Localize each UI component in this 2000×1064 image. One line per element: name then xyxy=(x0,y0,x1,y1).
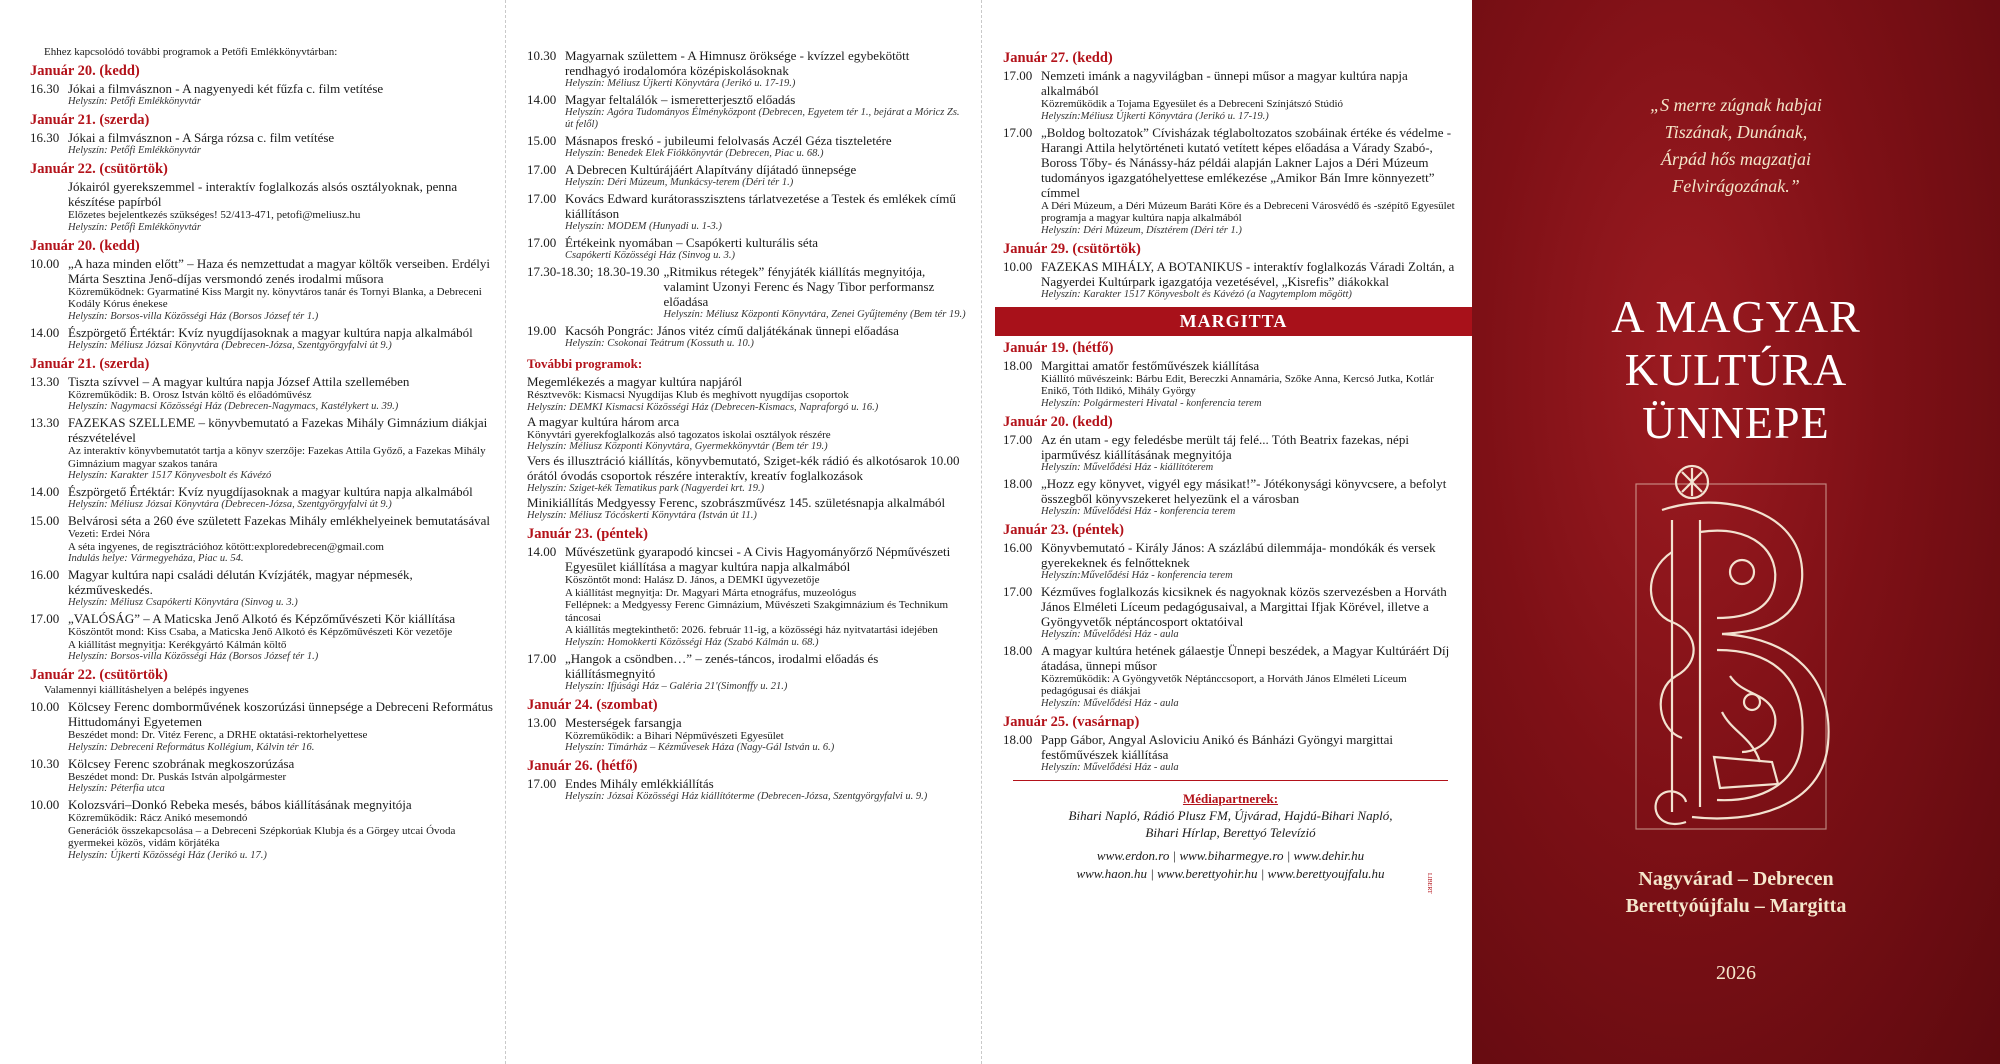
event-title: Művészetünk gyarapodó kincsei - A Civis Hagyományőrző Népművészeti Egyesület kiállítása a magyar kultúra napja alkalmából xyxy=(565,544,951,574)
event-detail: Közreműködnek: Gyarmatiné Kiss Margit ny. könyvtáros tanár és Tornyi Blanka, a Debreceni Kodály Kórus énekese xyxy=(68,285,482,310)
more-program-title: Megemlékezés a magyar kultúra napjáról xyxy=(527,374,743,389)
event-location: Helyszín: Művelődési Ház - konferencia terem xyxy=(1041,505,1236,517)
more-program-location: Helyszín: Méliusz Központi Könyvtára, Gyermekkönyvtár (Bem tér 19.) xyxy=(527,441,828,452)
event-detail: Vezeti: Erdei Nóra xyxy=(68,528,150,540)
event-body xyxy=(565,651,967,693)
event-detail: Az interaktív könyvbemutatót tartja a könyv szerzője: Fazekas Attila Győző, a Fazekas Mihály Gimnázium magyar szakos tanára xyxy=(68,445,486,470)
event-title: „Ritmikus rétegek” fényjáték kiállítás megnyitója, valamint Uzonyi Ferenc és Nagy Tibor performansz előadása xyxy=(663,264,935,309)
event-body xyxy=(565,235,967,262)
event-detail: Közreműködik a Tojama Egyesület és a Debreceni Színjátszó Stúdió xyxy=(1041,98,1344,110)
day-note: Valamennyi kiállításhelyen a belépés ingyenes xyxy=(44,684,249,696)
event-title: „VALÓSÁG” – A Maticska Jenő Alkotó és Képzőművészeti Kör kiállítása xyxy=(68,611,456,626)
event-time: 18.00 xyxy=(1003,731,1033,747)
day-heading: Január 22. (csütörtök) xyxy=(30,667,168,683)
day-heading: Január 20. (kedd) xyxy=(30,63,140,79)
event-detail: Közreműködik: B. Orosz István költő és előadóművész xyxy=(68,388,312,401)
event-body xyxy=(1041,643,1458,710)
event-body xyxy=(565,323,967,350)
intro-text: Ehhez kapcsolódó további programok a Petőfi Emlékkönyvtárban: xyxy=(44,46,338,58)
event-location: Helyszín: Debreceni Református Kollégium, Kálvin tér 16. xyxy=(68,741,315,753)
event-time: 17.00 xyxy=(1003,583,1033,599)
event-item xyxy=(30,130,495,157)
event-location: Helyszín: Petőfi Emlékkönyvtár xyxy=(68,96,201,107)
event-title: Az én utam - egy feledésbe merült táj felé... Tóth Beatrix fazekas, népi iparművész kiállításának megnyitója xyxy=(1041,431,1409,462)
event-location: Helyszín: Déri Múzeum, Munkácsy-terem (Déri tér 1.) xyxy=(565,177,794,188)
event-title: Másnapos freskó - jubileumi felolvasás Aczél Géza tiszteletére xyxy=(565,133,892,148)
middle-top-events xyxy=(527,48,967,350)
event-title: Észpörgető Értéktár: Kvíz nyugdíjasoknak a magyar kultúra napja alkalmából xyxy=(68,484,473,499)
event-item xyxy=(30,797,495,862)
event-time: 10.00 xyxy=(30,255,60,271)
website-line[interactable]: www.erdon.ro | www.biharmegye.ro | www.dehir.hu xyxy=(1096,847,1365,863)
more-program-item xyxy=(527,453,967,495)
event-body xyxy=(565,544,967,649)
event-location: Helyszín: Petőfi Emlékkönyvtár xyxy=(68,221,201,233)
event-detail: Kiállító művészeink: Bárbu Edit, Bereczki Annamária, Szőke Anna, Kercsó Jutka, Kotlár Enikő, Tóth Ildikó, Mihály György xyxy=(1041,372,1434,397)
event-body xyxy=(1041,732,1458,774)
event-detail: A kiállítás megtekinthető: 2026. február 11-ig, a közösségi ház nyitvatartási idejében xyxy=(565,624,938,636)
event-body xyxy=(68,797,495,862)
cover-title xyxy=(1472,290,2000,449)
more-program-title: Minikiállítás Medgyessy Ferenc, szobrászművész 145. születésnapja alkalmából xyxy=(527,495,946,510)
event-body xyxy=(68,179,495,234)
cities-line: Nagyvárad – Debrecen xyxy=(1638,868,1834,890)
cover-panel xyxy=(1472,0,2000,1064)
event-title: Nemzeti imánk a nagyvilágban - ünnepi műsor a magyar kultúra napja alkalmából xyxy=(1041,68,1408,98)
margitta-program-list xyxy=(1003,340,1458,774)
event-detail: A séta ingyenes, de regisztrációhoz kötött:exploredebrecen@gmail.com xyxy=(68,540,384,553)
event-body xyxy=(68,567,495,609)
event-body xyxy=(68,513,495,565)
event-item xyxy=(1003,732,1458,774)
event-body xyxy=(1041,259,1458,301)
event-item xyxy=(527,162,967,189)
event-time: 17.00 xyxy=(30,611,60,626)
event-time: 18.00 xyxy=(1003,475,1033,491)
more-program-detail: Könyvtári gyerekfoglalkozás alsó tagozatos iskolai osztályok részére xyxy=(527,428,831,441)
event-location: Helyszín: Művelődési Ház - aula xyxy=(1041,697,1179,709)
event-title: Jókai a filmvásznon - A Sárga rózsa c. film vetítése xyxy=(68,130,335,145)
event-item xyxy=(1003,540,1458,582)
title-line: A MAGYAR xyxy=(1611,291,1861,342)
more-program-title: A magyar kultúra három arca xyxy=(527,413,680,429)
event-body xyxy=(68,415,495,482)
column-middle xyxy=(505,0,981,1064)
left-program-list xyxy=(30,63,495,862)
day-heading: Január 19. (hétfő) xyxy=(1003,339,1114,356)
event-time: 16.30 xyxy=(30,130,60,145)
event-detail: Közreműködik: a Bihari Népművészeti Egyesület xyxy=(565,729,784,742)
event-title: Kölcsey Ferenc domborművének koszorúzási ünnepsége a Debreceni Református Hittudományi Egyetemen xyxy=(68,699,493,729)
event-location: Csapókerti Közösségi Ház (Sinvog u. 3.) xyxy=(565,250,736,261)
event-detail: Előzetes bejelentkezés szükséges! 52/413-471, petofi@meliusz.hu xyxy=(68,209,361,221)
margitta-banner: MARGITTA xyxy=(995,307,1472,336)
right-program-list xyxy=(1003,50,1458,301)
event-item xyxy=(1003,643,1458,710)
event-title: A magyar kultúra hetének gálaestje Ünnepi beszédek, a Magyar Kultúráért Díj átadása, ünnepi műsor xyxy=(1041,642,1450,673)
event-item xyxy=(527,776,967,803)
divider-line xyxy=(1013,780,1448,781)
event-body xyxy=(68,374,495,414)
event-body xyxy=(1041,540,1458,582)
event-title: Magyar kultúra napi családi délután Kvízjáték, magyar népmesék, kézműveskedés. xyxy=(68,567,413,597)
event-location: Helyszín: Újkerti Közösségi Ház (Jerikó u. 17.) xyxy=(68,849,267,861)
event-title: Kölcsey Ferenc szobrának megkoszorúzása xyxy=(68,755,295,771)
event-time: 10.00 xyxy=(30,699,60,714)
event-time xyxy=(30,179,68,234)
quote-line: „S merre zúgnak habjai xyxy=(1650,95,1822,115)
event-item xyxy=(527,191,967,233)
ornamental-initial-b-icon xyxy=(1602,462,1852,842)
event-body xyxy=(1041,584,1458,641)
event-detail: Köszöntőt mond: Kiss Csaba, a Maticska Jenő Alkotó és Képzőművészeti Kör vezetője xyxy=(68,626,453,638)
event-time: 17.00 xyxy=(1003,124,1033,140)
event-body xyxy=(565,776,967,803)
event-time: 16.00 xyxy=(1003,539,1033,555)
event-body xyxy=(565,92,967,131)
event-detail: A kiállítást megnyitja: Dr. Magyari Márta etnográfus, muzeológus xyxy=(565,586,857,599)
event-time: 13.30 xyxy=(30,415,60,430)
event-body xyxy=(68,130,495,157)
event-title: Margittai amatőr festőművészek kiállítása xyxy=(1041,357,1260,373)
event-body xyxy=(565,191,967,233)
event-time: 17.00 xyxy=(527,650,557,666)
event-location: Helyszín: Polgármesteri Hivatal - konferencia terem xyxy=(1041,397,1262,409)
event-item xyxy=(527,48,967,90)
event-body xyxy=(68,81,495,108)
day-heading: Január 25. (vasárnap) xyxy=(1003,713,1140,730)
printer-logo: LIBERT xyxy=(1426,873,1432,894)
event-body xyxy=(565,162,967,189)
event-time: 10.00 xyxy=(30,797,60,812)
event-location: Helyszín: Petőfi Emlékkönyvtár xyxy=(68,145,201,156)
event-time: 16.30 xyxy=(30,81,60,96)
event-location: Helyszín: Nagymacsi Közösségi Ház (Debrecen-Nagymacs, Kastélykert u. 39.) xyxy=(68,401,399,412)
event-location: Helyszín: Méliusz Józsai Könyvtára (Debrecen-Józsa, Szentgyörgyfalvi út 9.) xyxy=(68,339,392,351)
event-item xyxy=(1003,584,1458,641)
event-location: Helyszín: Agóra Tudományos Élményközpont (Debrecen, Egyetem tér 1., bejárat a Móricz Zs. út felől) xyxy=(565,107,960,130)
event-item xyxy=(527,323,967,350)
more-program-item xyxy=(527,414,967,454)
event-location: Helyszín: Művelődési Ház - aula xyxy=(1041,628,1179,640)
event-item xyxy=(527,544,967,649)
event-item xyxy=(30,513,495,565)
event-time: 15.00 xyxy=(527,133,557,148)
day-heading: Január 20. (kedd) xyxy=(1003,413,1113,430)
event-time: 19.00 xyxy=(527,323,557,338)
website-list xyxy=(1003,847,1458,883)
event-item xyxy=(527,92,967,131)
event-title: Mesterségek farsangja xyxy=(565,714,682,730)
event-title: „Hangok a csöndben…” – zenés-táncos, irodalmi előadás és kiállításmegnyitó xyxy=(565,650,879,681)
event-time: 17.00 xyxy=(527,235,557,250)
event-time: 15.00 xyxy=(30,513,60,528)
website-line[interactable]: www.haon.hu | www.berettyohir.hu | www.berettyoujfalu.hu xyxy=(1076,865,1385,881)
event-body xyxy=(68,325,495,352)
day-heading: Január 27. (kedd) xyxy=(1003,50,1113,66)
event-item xyxy=(30,567,495,609)
event-body xyxy=(1041,476,1458,518)
event-item xyxy=(30,756,495,796)
event-title: Kézműves foglalkozás kicsiknek és nagyoknak közös szervezésben a Horváth János Elméleti Líceum pedagógusaival, a Margittai Ifjak Körével, illetve a Gyöngyvetők néptáncosport oktatóival xyxy=(1041,583,1447,629)
event-time: 14.00 xyxy=(527,92,557,107)
event-body xyxy=(1041,125,1458,237)
more-programs-heading: További programok: xyxy=(527,356,643,371)
event-title: „Hozz egy könyvet, vigyél egy másikat!”- Jótékonysági könyvcsere, a befolyt összegből könyvszekeret helyezünk el a városban xyxy=(1041,475,1447,506)
event-title: Kacsóh Pongrác: János vitéz című daljátékának ünnepi előadása xyxy=(565,323,899,338)
event-title: „Boldog boltozatok” Cívisházak téglaboltozatos szobáinak értéke és védelme - Harangi Attila helytörténeti kutató vetített képes előadása a Várady Szabó-, Boross Tőby- és Nánássy-ház példái alapján Lakner Lajos a Déri Múzeum tudományos igazgatóhelyettese emlékezése „Amikor Bán Imre könnyezett” címmel xyxy=(1041,124,1452,200)
event-location: Helyszín:Méliusz Újkerti Könyvtára (Jerikó u. 17-19.) xyxy=(1041,110,1269,122)
day-heading: Január 20. (kedd) xyxy=(30,237,140,254)
event-location: Helyszín: Méliusz Központi Könyvtára, Zenei Gyűjtemény (Bem tér 19.) xyxy=(663,309,966,320)
event-body xyxy=(68,484,495,511)
event-time: 10.30 xyxy=(527,48,557,63)
cities-line: Berettyóújfalu – Margitta xyxy=(1625,895,1847,917)
event-location: Helyszín: Borsos-villa Közösségi Ház (Borsos József tér 1.) xyxy=(68,651,319,662)
event-time: 18.00 xyxy=(1003,642,1033,658)
column-right xyxy=(981,0,1472,1064)
media-partners-heading: Médiapartnerek: xyxy=(1182,790,1279,806)
column-left xyxy=(0,0,505,1064)
event-item xyxy=(1003,476,1458,518)
event-location: Helyszín: Józsai Közösségi Ház kiállítóterme (Debrecen-Józsa, Szentgyörgyfalvi u. 9.) xyxy=(565,791,928,802)
event-item xyxy=(30,415,495,482)
day-heading: Január 24. (szombat) xyxy=(527,696,658,713)
event-time: 13.00 xyxy=(527,714,557,730)
event-title: Tiszta szívvel – A magyar kultúra napja József Attila szellemében xyxy=(68,373,410,389)
cover-quote xyxy=(1472,92,2000,200)
event-item xyxy=(30,256,495,323)
event-item xyxy=(527,715,967,755)
event-time: 10.00 xyxy=(1003,258,1033,274)
quote-line: Árpád hős magzatjai xyxy=(1660,149,1811,169)
event-item xyxy=(30,325,495,352)
event-title: Értékeink nyomában – Csapókerti kulturális séta xyxy=(565,235,819,250)
event-body xyxy=(1041,358,1458,410)
event-item xyxy=(30,374,495,414)
event-item xyxy=(1003,125,1458,237)
event-time: 14.00 xyxy=(30,324,60,340)
day-heading: Január 23. (péntek) xyxy=(1003,521,1124,538)
event-body xyxy=(68,256,495,323)
event-location: Helyszín: Karakter 1517 Könyvesbolt és Kávézó xyxy=(68,470,272,481)
event-location: Helyszín: MODEM (Hunyadi u. 1-3.) xyxy=(565,221,722,232)
more-programs-list xyxy=(527,374,967,522)
day-heading: Január 29. (csütörtök) xyxy=(1003,240,1141,257)
event-detail: Generációk összekapcsolása – a Debreceni Szépkorúak Klubja és a Görgey utcai Óvoda gyermekei közös, vidám körjátéka xyxy=(68,824,456,849)
event-location: Helyszín: Művelődési Ház - aula xyxy=(1041,761,1179,773)
event-title: Magyar feltalálók – ismeretterjesztő előadás xyxy=(565,92,796,107)
event-location: Helyszín: Méliusz Józsai Könyvtára (Debrecen-Józsa, Szentgyörgyfalvi út 9.) xyxy=(68,499,392,510)
event-time: 14.00 xyxy=(30,484,60,499)
event-title: Könyvbemutató - Király János: A százlábú dilemmája- mondókák és versek gyerekeknek és felnőtteknek xyxy=(1041,539,1436,570)
event-item xyxy=(30,179,495,234)
event-detail: A Déri Múzeum, a Déri Múzeum Baráti Köre és a Debreceni Városvédő és -szépítő Egyesület programja a magyar kultúra napja alkalmából xyxy=(1041,199,1455,224)
event-location: Helyszín: Péterfia utca xyxy=(68,783,165,794)
event-body xyxy=(565,715,967,755)
more-program-location: Helyszín: DEMKI Kismacsi Közösségi Ház (Debrecen-Kismacs, Napraforgó u. 16.) xyxy=(527,401,879,413)
more-program-item xyxy=(527,374,967,414)
event-location: Helyszín: Csokonai Teátrum (Kossuth u. 10.) xyxy=(565,338,754,349)
event-time: 17.00 xyxy=(527,776,557,791)
event-title: Jókai a filmvásznon - A nagyenyedi két fűzfa c. film vetítése xyxy=(68,81,384,96)
event-location: Helyszín: Méliusz Csapókerti Könyvtára (Sinvog u. 3.) xyxy=(68,597,298,608)
event-time: 18.00 xyxy=(1003,357,1033,373)
event-item xyxy=(527,133,967,160)
event-time: 17.00 xyxy=(527,191,557,206)
event-location: Indulás helye: Vármegyeháza, Piac u. 54. xyxy=(68,553,244,564)
event-title: „A haza minden előtt” – Haza és nemzettudat a magyar költők verseiben. Erdélyi Márta Sesztina Jenő-díjas versmondó zenés irodalmi műsora xyxy=(68,255,490,286)
event-title: Kolozsvári–Donkó Rebeka mesés, bábos kiállításának megnyitója xyxy=(68,797,412,812)
event-location: Helyszín: Tímárház – Kézművesek Háza (Nagy-Gál István u. 6.) xyxy=(565,742,835,753)
event-item xyxy=(1003,259,1458,301)
event-location: Helyszín: Benedek Elek Fiókkönyvtár (Debrecen, Piac u. 68.) xyxy=(565,148,824,159)
day-heading: Január 21. (szerda) xyxy=(30,355,150,372)
cover-year: 2026 xyxy=(1716,962,1756,984)
event-time: 17.00 xyxy=(1003,68,1033,83)
event-title: A Debrecen Kultúrájáért Alapítvány díjátadó ünnepsége xyxy=(565,162,857,177)
title-line: ÜNNEPE xyxy=(1642,397,1830,448)
event-item xyxy=(1003,358,1458,410)
event-time: 10.30 xyxy=(30,755,60,771)
event-item xyxy=(30,699,495,754)
event-detail: A kiállítást megnyitja: Kerékgyártó Kálmán költő xyxy=(68,638,287,651)
event-detail: Beszédet mond: Dr. Vitéz Ferenc, a DRHE oktatási-rektorhelyettese xyxy=(68,729,368,741)
event-time: 17.00 xyxy=(1003,431,1033,447)
day-heading: Január 23. (péntek) xyxy=(527,526,648,542)
event-time: 16.00 xyxy=(30,567,60,582)
event-title: FAZEKAS SZELLEME – könyvbemutató a Fazekas Mihály Gimnázium diákjai részvételével xyxy=(68,415,488,445)
event-item xyxy=(30,484,495,511)
quote-line: Felvirágozának.” xyxy=(1672,176,1800,196)
event-body xyxy=(565,133,967,160)
media-line: Bihari Napló, Rádió Plusz FM, Újvárad, Hajdú-Bihari Napló, xyxy=(1068,807,1393,823)
more-program-item xyxy=(527,495,967,522)
event-time: 17.00 xyxy=(527,162,557,177)
day-heading: Január 22. (csütörtök) xyxy=(30,161,168,177)
event-body xyxy=(565,48,967,90)
event-title: Kovács Edward kurátorasszisztens tárlatvezetése a Testek és emlékek című kiállításon xyxy=(565,191,956,221)
event-location: Helyszín: Karakter 1517 Könyvesbolt és Kávézó (a Nagytemplom mögött) xyxy=(1041,288,1352,300)
more-program-title: Vers és illusztráció kiállítás, könyvbemutató, Sziget-kék rádió és alkotósarok 10.00 órától óvodás csoportok részére interaktív, kreatív foglalkozások xyxy=(527,453,960,483)
event-item xyxy=(527,264,967,321)
event-time: 14.00 xyxy=(527,544,557,559)
event-detail: Fellépnek: a Medgyessy Ferenc Gimnázium, Művészeti Szakgimnázium és Technikum táncosai xyxy=(565,599,949,624)
event-location: Helyszín: Méliusz Újkerti Könyvtára (Jerikó u. 17-19.) xyxy=(565,78,796,89)
event-location: Helyszín: Borsos-villa Közösségi Ház (Borsos József tér 1.) xyxy=(68,310,319,322)
media-line: Bihari Hírlap, Berettyó Televízió xyxy=(1145,824,1316,840)
quote-line: Tiszának, Dunának, xyxy=(1664,122,1808,142)
more-program-location: Helyszín: Méliusz Tócóskerti Könyvtára (István út 11.) xyxy=(527,510,757,521)
middle-program-list xyxy=(527,526,967,803)
event-detail: Beszédet mond: Dr. Puskás István alpolgármester xyxy=(68,770,287,783)
day-heading: Január 26. (hétfő) xyxy=(527,758,638,774)
event-location: Helyszín: Déri Múzeum, Dísztérem (Déri tér 1.) xyxy=(1041,224,1242,236)
event-detail: Köszöntőt mond: Halász D. János, a DEMKI ügyvezetője xyxy=(565,574,820,586)
event-title: Magyarnak születtem - A Himnusz öröksége - kvízzel egybekötött rendhagyó irodalomóra középiskolásoknak xyxy=(565,48,910,78)
event-body xyxy=(68,756,495,796)
event-item xyxy=(30,611,495,663)
event-title: Belvárosi séta a 260 éve született Fazekas Mihály emlékhelyeinek bemutatásával xyxy=(68,513,490,528)
title-line: KULTÚRA xyxy=(1624,344,1848,395)
event-location: Helyszín: Homokkerti Közösségi Ház (Szabó Kálmán u. 68.) xyxy=(565,636,819,648)
event-location: Helyszín: Művelődési Ház - kiállítóterem xyxy=(1041,461,1214,473)
event-body xyxy=(1041,432,1458,474)
event-title: Jókairól gyerekszemmel - interaktív foglalkozás alsós osztályoknak, penna készítése papírból xyxy=(68,179,458,209)
event-location: Helyszín:Művelődési Ház - konferencia terem xyxy=(1041,569,1233,581)
more-program-detail: Résztvevők: Kismacsi Nyugdíjas Klub és meghívott nyugdíjas csoportok xyxy=(527,389,849,401)
event-item xyxy=(527,651,967,693)
event-title: Észpörgető Értéktár: Kvíz nyugdíjasoknak a magyar kultúra napja alkalmából xyxy=(68,324,473,340)
event-body xyxy=(664,264,967,321)
event-item xyxy=(30,81,495,108)
event-detail: Közreműködik: A Gyöngyvetők Néptánccsoport, a Horváth János Elméleti Líceum pedagógusai és diákjai xyxy=(1041,672,1407,697)
event-body xyxy=(68,611,495,663)
media-partners-list xyxy=(1003,807,1458,841)
event-title: Endes Mihály emlékkiállítás xyxy=(565,776,714,791)
event-item xyxy=(527,235,967,262)
cover-cities xyxy=(1472,866,2000,920)
day-heading: Január 21. (szerda) xyxy=(30,112,150,128)
event-time: 13.30 xyxy=(30,373,60,389)
more-program-location: Helyszín: Sziget-kék Tematikus park (Nagyerdei krt. 19.) xyxy=(527,483,765,494)
event-item xyxy=(1003,68,1458,123)
event-time: 17.30-18.30; 18.30-19.30 xyxy=(527,264,660,279)
event-item xyxy=(1003,432,1458,474)
event-title: FAZEKAS MIHÁLY, A BOTANIKUS - interaktív foglalkozás Váradi Zoltán, a Nagyerdei Kultúrpark igazgatója vezetésével, „Kisrefis” diákokkal xyxy=(1041,258,1455,289)
event-body xyxy=(1041,68,1458,123)
event-location: Helyszín: Ifjúsági Ház – Galéria 21'(Simonffy u. 21.) xyxy=(565,680,788,692)
event-title: Papp Gábor, Angyal Asloviciu Anikó és Bánházi Gyöngyi margittai festőművészek kiállítása xyxy=(1041,731,1394,762)
event-detail: Közreműködik: Rácz Anikó mesemondó xyxy=(68,812,248,824)
event-body xyxy=(68,699,495,754)
